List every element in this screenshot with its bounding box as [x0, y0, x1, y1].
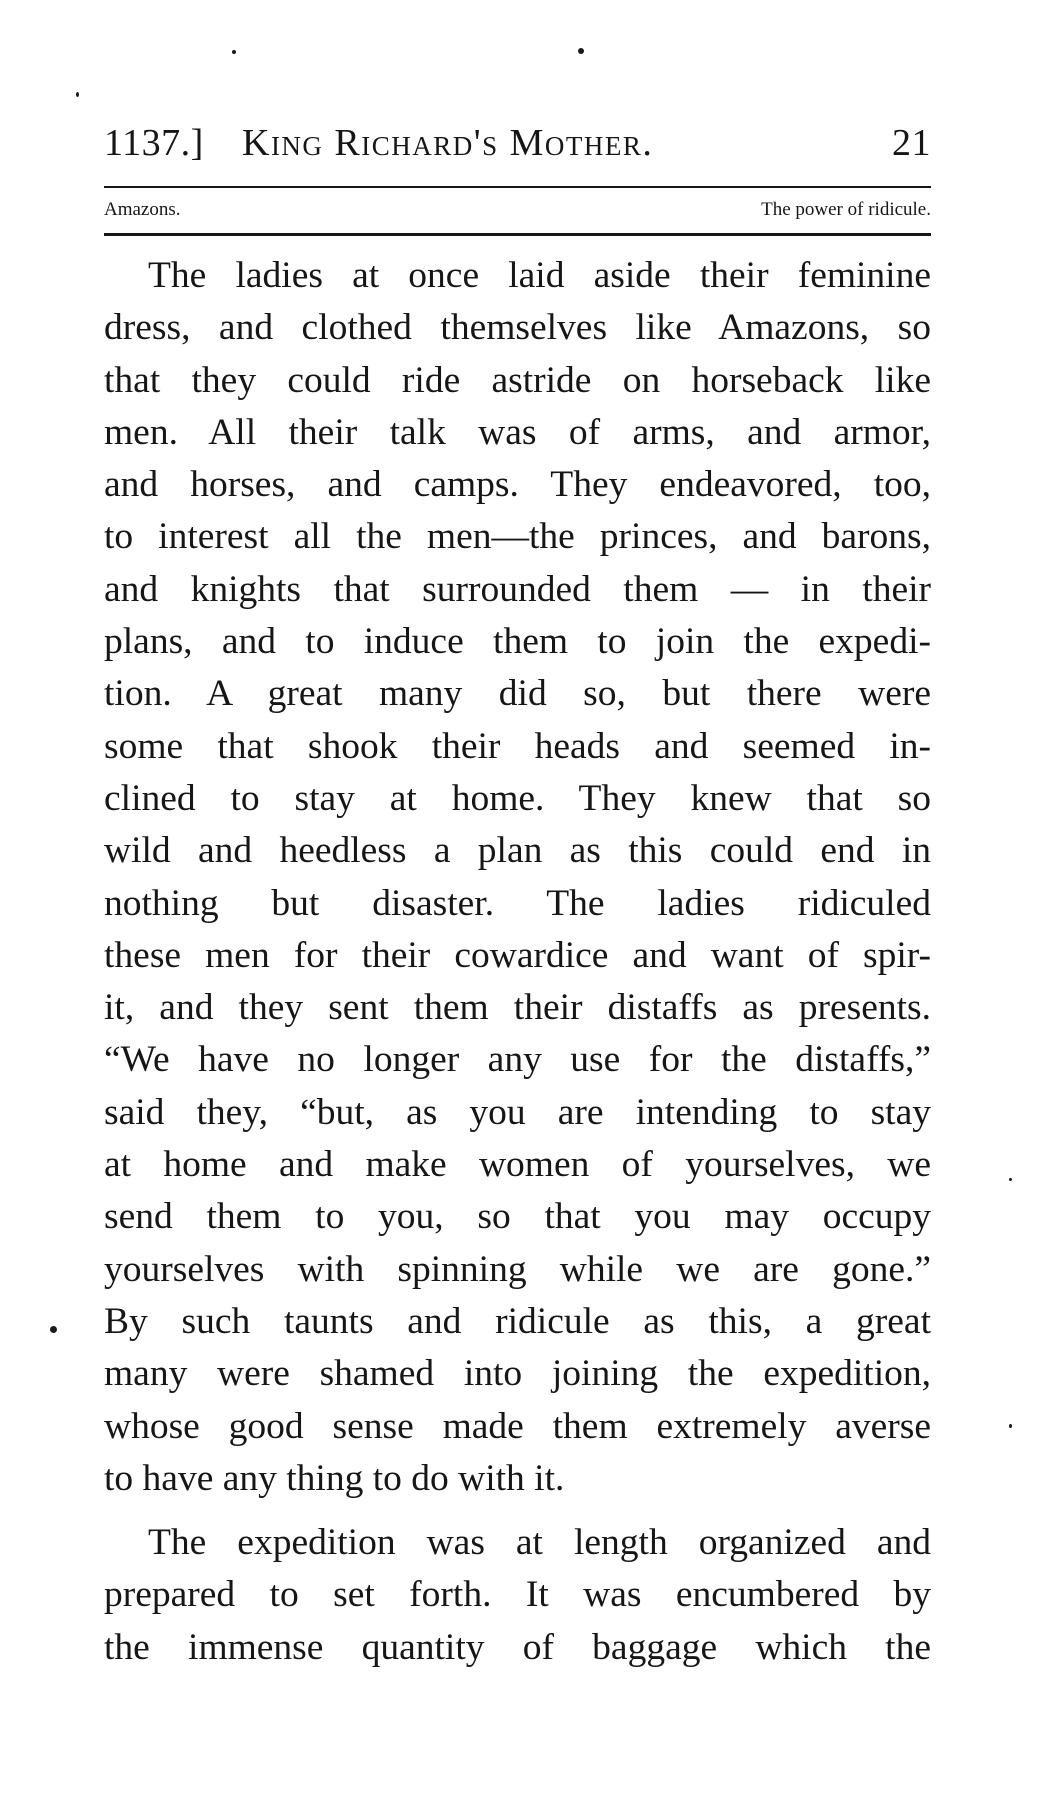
header-rule: [104, 186, 931, 188]
text-line: men. All their talk was of arms, and armor,: [104, 411, 931, 453]
text-line: and horses, and camps. They endeavored, too,: [104, 464, 931, 506]
margin-topic-right: The power of ridicule.: [761, 199, 931, 220]
ink-speck: [50, 1326, 57, 1333]
text-line: the immense quantity of baggage which the: [104, 1626, 931, 1668]
text-line: yourselves with spinning while we are gone.”: [104, 1248, 931, 1290]
page-number: 21: [892, 122, 931, 164]
ink-speck: [76, 92, 79, 97]
text-line: The ladies at once laid aside their feminine: [148, 255, 931, 296]
running-header: [104, 118, 931, 168]
text-line: and knights that surrounded them — in their: [104, 568, 931, 610]
text-line: whose good sense made them extremely averse: [104, 1405, 931, 1447]
text-line: The expedition was at length organized and: [148, 1522, 931, 1564]
text-line: send them to you, so that you may occupy: [104, 1196, 931, 1238]
text-line: to have any thing to do with it.: [104, 1457, 565, 1499]
text-line: many were shamed into joining the expedition,: [104, 1353, 931, 1395]
text-line: dress, and clothed themselves like Amazons, so: [104, 307, 931, 349]
text-line: tion. A great many did so, but there were: [104, 673, 931, 715]
running-title: King Richard's Mother.: [242, 122, 654, 164]
text-line: these men for their cowardice and want of spir-: [104, 934, 931, 976]
text-line: some that shook their heads and seemed in-: [104, 725, 931, 767]
text-line: to interest all the men—the princes, and barons,: [104, 516, 931, 558]
ink-speck: [578, 48, 584, 54]
text-line: it, and they sent them their distaffs as presents.: [104, 987, 931, 1029]
ink-speck: [232, 50, 236, 54]
text-line: By such taunts and ridicule as this, a great: [104, 1300, 931, 1342]
topic-rule: [104, 233, 931, 236]
text-line: nothing but disaster. The ladies ridiculed: [104, 882, 931, 924]
text-line: wild and heedless a plan as this could end in: [104, 830, 931, 872]
ink-speck: [1009, 1424, 1012, 1428]
text-line: plans, and to induce them to join the expedi-: [104, 621, 931, 663]
text-line: prepared to set forth. It was encumbered by: [104, 1574, 931, 1616]
margin-topic-left: Amazons.: [104, 199, 181, 220]
text-line: at home and make women of yourselves, we: [104, 1144, 931, 1186]
text-line: that they could ride astride on horseback like: [104, 359, 931, 401]
section-reference: 1137.]: [104, 122, 204, 164]
body-text: [104, 250, 931, 1674]
text-line: said they, “but, as you are intending to stay: [104, 1091, 931, 1133]
text-line: “We have no longer any use for the distaffs,”: [104, 1039, 931, 1081]
ink-speck: [1009, 1178, 1012, 1181]
text-line: clined to stay at home. They knew that so: [104, 777, 931, 819]
